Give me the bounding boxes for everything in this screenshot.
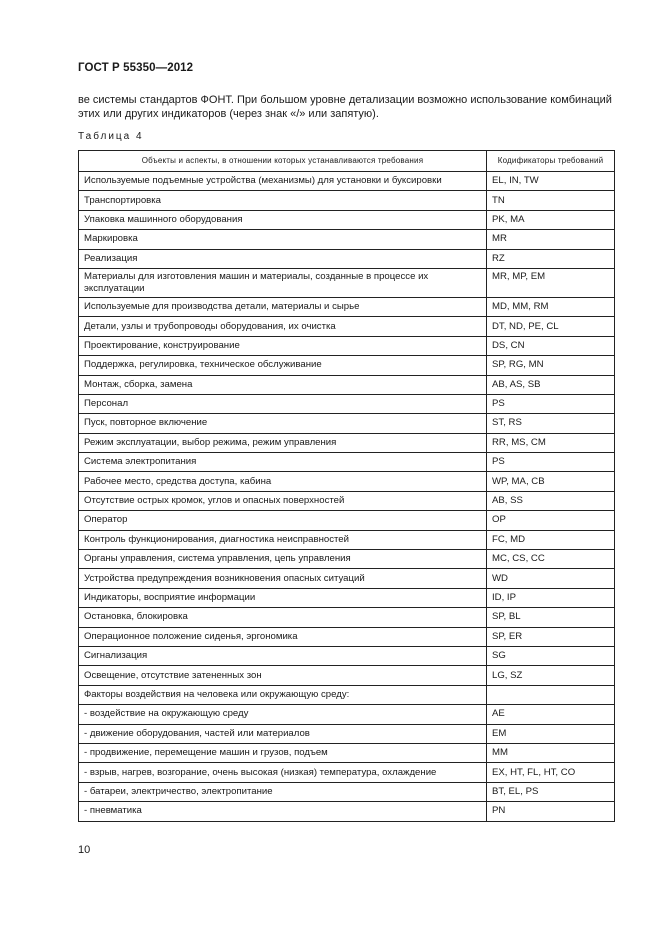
codes-cell: WD [487,569,615,588]
codes-cell: AB, AS, SB [487,375,615,394]
object-cell: Контроль функционирования, диагностика неисправностей [79,530,487,549]
table-row [79,588,615,607]
codes-cell: ID, IP [487,588,615,607]
codes-cell: AB, SS [487,491,615,510]
page-number: 10 [78,844,91,856]
codes-cell: RR, MS, CM [487,433,615,452]
table-row [79,763,615,782]
column-header-codes: Кодификаторы требований [487,151,615,172]
object-cell: Персонал [79,394,487,413]
codes-cell: ST, RS [487,414,615,433]
object-cell: Упаковка машинного оборудования [79,210,487,229]
object-cell: - пневматика [79,802,487,821]
codes-cell: MM [487,743,615,762]
codes-cell: MD, MM, RM [487,297,615,316]
table-row [79,249,615,268]
codes-cell: DT, ND, PE, CL [487,317,615,336]
object-cell: Операционное положение сиденья, эргономика [79,627,487,646]
table-row [79,336,615,355]
table-row [79,433,615,452]
table-row [79,802,615,821]
object-cell: Пуск, повторное включение [79,414,487,433]
codes-cell: WP, MA, CB [487,472,615,491]
object-cell: Рабочее место, средства доступа, кабина [79,472,487,491]
codes-cell: SP, RG, MN [487,356,615,375]
object-cell: Используемые подъемные устройства (механизмы) для установки и буксировки [79,172,487,191]
object-cell: - продвижение, перемещение машин и грузов, подъем [79,743,487,762]
object-cell: Остановка, блокировка [79,608,487,627]
table-row [79,569,615,588]
object-cell: Детали, узлы и трубопроводы оборудования, их очистка [79,317,487,336]
object-cell: - движение оборудования, частей или материалов [79,724,487,743]
object-cell: Органы управления, система управления, цепь управления [79,550,487,569]
codes-cell: BT, EL, PS [487,782,615,801]
object-cell: Маркировка [79,230,487,249]
column-header-objects: Объекты и аспекты, в отношении которых устанавливаются требования [79,151,487,172]
object-cell: Материалы для изготовления машин и материалы, созданные в процессе их эксплуатации [79,268,487,297]
object-cell: Реализация [79,249,487,268]
object-cell: - воздействие на окружающую среду [79,705,487,724]
requirements-table [78,150,615,822]
object-cell: Сигнализация [79,646,487,665]
object-cell: Факторы воздействия на человека или окружающую среду: [79,685,487,704]
table-row [79,472,615,491]
table-row [79,230,615,249]
table-row [79,317,615,336]
table-row [79,297,615,316]
table-row [79,394,615,413]
codes-cell: EX, HT, FL, HT, CO [487,763,615,782]
table-row [79,666,615,685]
table-row [79,530,615,549]
codes-cell: MR, MP, EM [487,268,615,297]
table-row [79,685,615,704]
table-row [79,356,615,375]
object-cell: Устройства предупреждения возникновения опасных ситуаций [79,569,487,588]
object-cell: Освещение, отсутствие затененных зон [79,666,487,685]
intro-paragraph: ве системы стандартов ФОНТ. При большом уровне детализации возможно использование комбинаций этих или других индикаторов (через знак «/» или запятую). [78,94,612,120]
table-row [79,724,615,743]
table-row [79,782,615,801]
table-row [79,191,615,210]
table-row [79,743,615,762]
table-row [79,375,615,394]
table-row [79,210,615,229]
table-row [79,453,615,472]
codes-cell: MR [487,230,615,249]
codes-cell: EL, IN, TW [487,172,615,191]
codes-cell: AE [487,705,615,724]
codes-cell: PS [487,394,615,413]
object-cell: Оператор [79,511,487,530]
table-row [79,172,615,191]
codes-cell: SG [487,646,615,665]
object-cell: Используемые для производства детали, материалы и сырье [79,297,487,316]
object-cell: Отсутствие острых кромок, углов и опасных поверхностей [79,491,487,510]
table-row [79,550,615,569]
codes-cell: FC, MD [487,530,615,549]
object-cell: Монтаж, сборка, замена [79,375,487,394]
object-cell: Индикаторы, восприятие информации [79,588,487,607]
table-row [79,414,615,433]
object-cell: Поддержка, регулировка, техническое обслуживание [79,356,487,375]
codes-cell: LG, SZ [487,666,615,685]
table-body [79,172,615,822]
table-row [79,627,615,646]
table-caption: Таблица 4 [78,131,144,142]
table-row [79,268,615,297]
object-cell: - батареи, электричество, электропитание [79,782,487,801]
table-row [79,608,615,627]
object-cell: Система электропитания [79,453,487,472]
codes-cell: TN [487,191,615,210]
codes-cell [487,685,615,704]
object-cell: - взрыв, нагрев, возгорание, очень высокая (низкая) температура, охлаждение [79,763,487,782]
object-cell: Проектирование, конструирование [79,336,487,355]
document-header: ГОСТ Р 55350—2012 [78,62,194,74]
table-row [79,491,615,510]
object-cell: Транспортировка [79,191,487,210]
table-row [79,511,615,530]
table-header-row [79,151,615,172]
codes-cell: SP, BL [487,608,615,627]
codes-cell: PS [487,453,615,472]
codes-cell: EM [487,724,615,743]
codes-cell: SP, ER [487,627,615,646]
object-cell: Режим эксплуатации, выбор режима, режим управления [79,433,487,452]
codes-cell: RZ [487,249,615,268]
table-row [79,705,615,724]
codes-cell: PN [487,802,615,821]
codes-cell: OP [487,511,615,530]
codes-cell: DS, CN [487,336,615,355]
codes-cell: MC, CS, CC [487,550,615,569]
table-row [79,646,615,665]
codes-cell: PK, MA [487,210,615,229]
